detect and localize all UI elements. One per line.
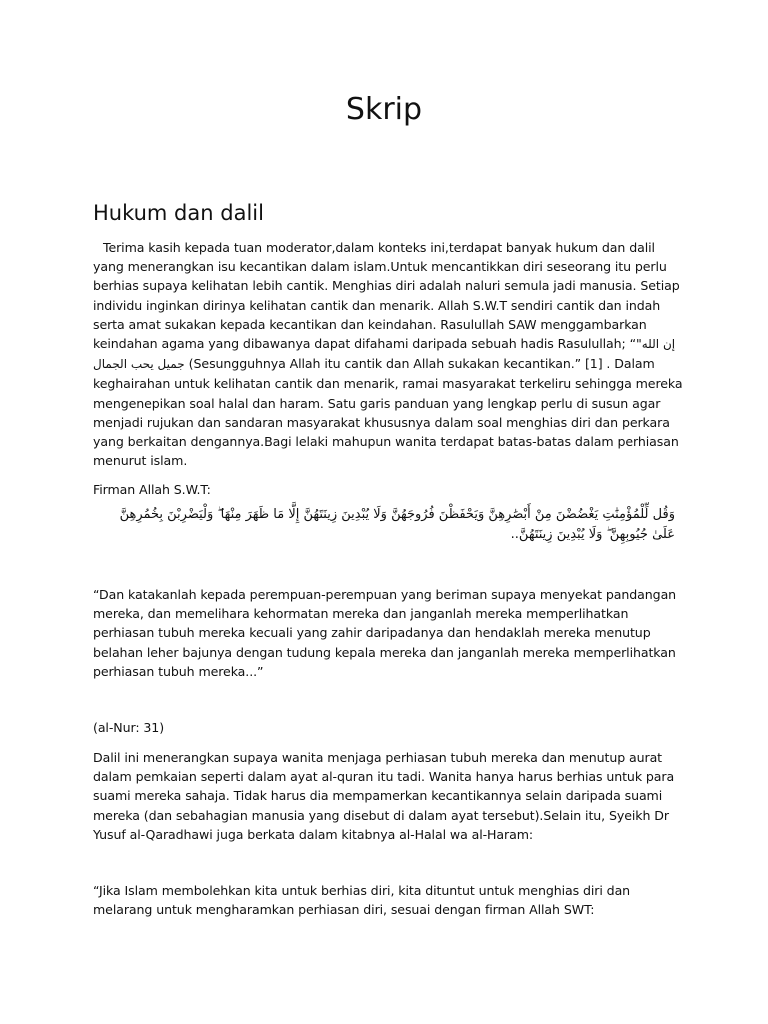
surah-reference: (al-Nur: 31) [93, 720, 165, 735]
intro-paragraph [93, 238, 683, 470]
firman-label: Firman Allah S.W.T: [93, 482, 211, 497]
dalil-paragraph: Dalil ini menerangkan supaya wanita menjaga perhiasan tubuh mereka dan menutup aurat dalam pemkaian seperti dalam ayat al-quran itu tadi. Wanita hanya harus berhias untuk para suami mereka sahaja. Tidak harus dia mempamerkan kecantikannya selain daripada suami mereka (dan sebahagian manusia yang disebut di dalam ayat tersebut).Selain itu, Syeikh Dr Yusuf al-Qaradhawi juga berkata dalam kitabnya al-Halal wa al-Haram: [93, 750, 675, 842]
hadith-arabic: إن الله جميل يحب الجمال [93, 337, 676, 372]
ayat-translation-quote: “Dan katakanlah kepada perempuan-perempuan yang beriman supaya menyekat pandangan mereka, dan memelihara kehormatan mereka dan janganlah mereka memperlihatkan perhiasan tubuh mereka kecuali yang zahir daripadanya dan hendaklah mereka menutup belahan leher bajunya dengan tudung kepala mereka dan janganlah mereka memperlihatkan perhiasan tubuh mereka...” [93, 587, 677, 679]
qaradhawi-quote: “Jika Islam membolehkan kita untuk berhias diri, kita dituntut untuk menghias diri dan melarang untuk mengharamkan perhiasan diri, sesuai dengan firman Allah SWT: [93, 883, 631, 918]
intro-paragraph-part1: Terima kasih kepada tuan moderator,dalam konteks ini,terdapat banyak hukum dan dalil yang menerangkan isu kecantikan dalam islam.Untuk mencantikkan diri seseorang itu perlu berhias supaya kelihatan lebih cantik. Menghias diri adalah naluri semula jadi manusia. Setiap individu inginkan dirinya kelihatan cantik dan menarik. Allah S.W.T sendiri cantik dan indah serta amat sukakan kepada kecantikan dan keindahan. Rasulullah SAW menggambarkan keindahan agama yang dibawanya dapat difahami daripada sebuah hadis Rasulullah; “" [93, 240, 680, 352]
section-heading: Hukum dan dalil [93, 201, 264, 225]
intro-paragraph-part2: (Sesungguhnya Allah itu cantik dan Allah sukakan kecantikan.” [1] . Dalam keghairahan untuk kelihatan cantik dan menarik, ramai masyarakat terkeliru sehingga mereka mengenepikan soal halal dan haram. Satu garis panduan yang lengkap perlu di susun agar menjadi rujukan dan sandaran masyarakat khususnya dalam soal menghias diri dan perkara yang berkaitan dengannya.Bagi lelaki mahupun wanita terdapat batas-batas dalam perhiasan menurut islam. [93, 356, 683, 469]
page-title: Skrip [345, 92, 423, 127]
ayat-arabic: وَقُل لِّلْمُؤْمِنَٰتِ يَغْضُضْنَ مِنْ أَبْصَٰرِهِنَّ وَيَحْفَظْنَ فُرُوجَهُنَّ وَلَا يُبْدِينَ زِينَتَهُنَّ إِلَّا مَا ظَهَرَ مِنْهَا ۖ وَلْيَضْرِبْنَ بِخُمُرِهِنَّ عَلَىٰ جُيُوبِهِنَّ ۖ وَلَا يُبْدِينَ زِينَتَهُنَّ.. [119, 507, 675, 542]
